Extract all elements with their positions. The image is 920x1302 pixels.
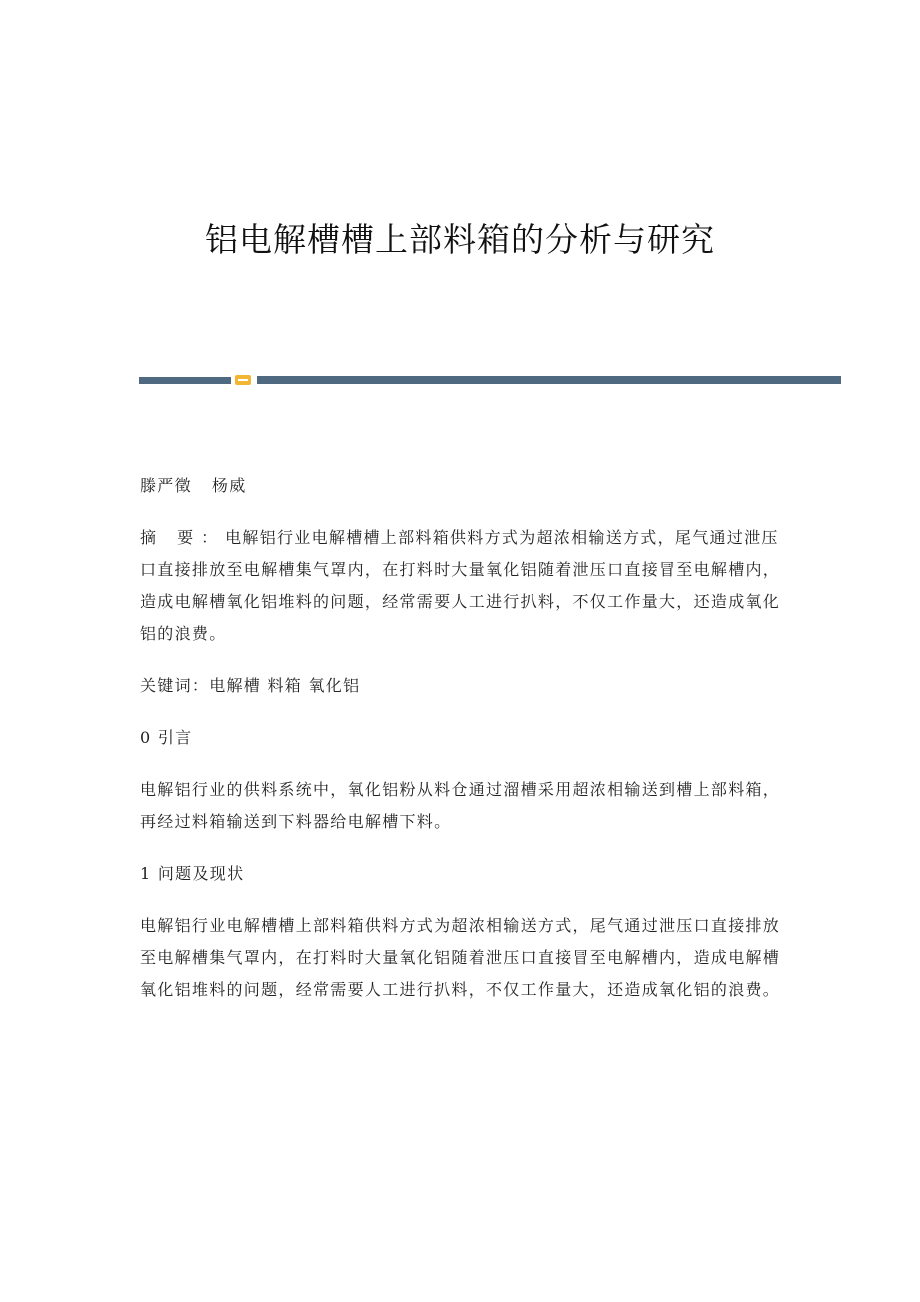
section-body: 电解铝行业电解槽槽上部料箱供料方式为超浓相输送方式，尾气通过泄压口直接排放至电解槽集气罩内，在打料时大量氧化铝随着泄压口直接冒至电解槽内，造成电解槽氧化铝堆料的问题，经常需要人工进行扒料，不仅工作量大，还造成氧化铝的浪费。 (140, 916, 781, 999)
section-heading: 1 问题及现状 (140, 864, 245, 883)
section-heading: 0 引言 (140, 728, 193, 747)
paper-title: 铝电解槽槽上部料箱的分析与研究 (205, 220, 715, 259)
divider-ornament-icon (235, 375, 251, 385)
author-name: 杨威 (211, 476, 247, 495)
title-divider (139, 375, 841, 385)
author-list (140, 470, 790, 502)
section-body: 电解铝行业的供料系统中，氧化铝粉从料仓通过溜槽采用超浓相输送到槽上部料箱，再经过料箱输送到下料器给电解槽下料。 (140, 780, 781, 831)
author-name: 滕严徵 (140, 476, 192, 495)
keywords (140, 670, 790, 702)
keywords-text: 电解槽 料箱 氧化铝 (209, 676, 361, 695)
abstract-label: 摘 要： (140, 528, 226, 547)
paper-body (140, 470, 790, 1026)
abstract-text: 电解铝行业电解槽槽上部料箱供料方式为超浓相输送方式，尾气通过泄压口直接排放至电解槽集气罩内，在打料时大量氧化铝随着泄压口直接冒至电解槽内，造成电解槽氧化铝堆料的问题，经常需要人工进行扒料，不仅工作量大，还造成氧化铝的浪费。 (140, 528, 781, 643)
divider-bar-right (257, 376, 841, 384)
keywords-label: 关键词： (140, 676, 210, 695)
abstract (140, 522, 790, 650)
divider-bar-left (139, 377, 231, 384)
